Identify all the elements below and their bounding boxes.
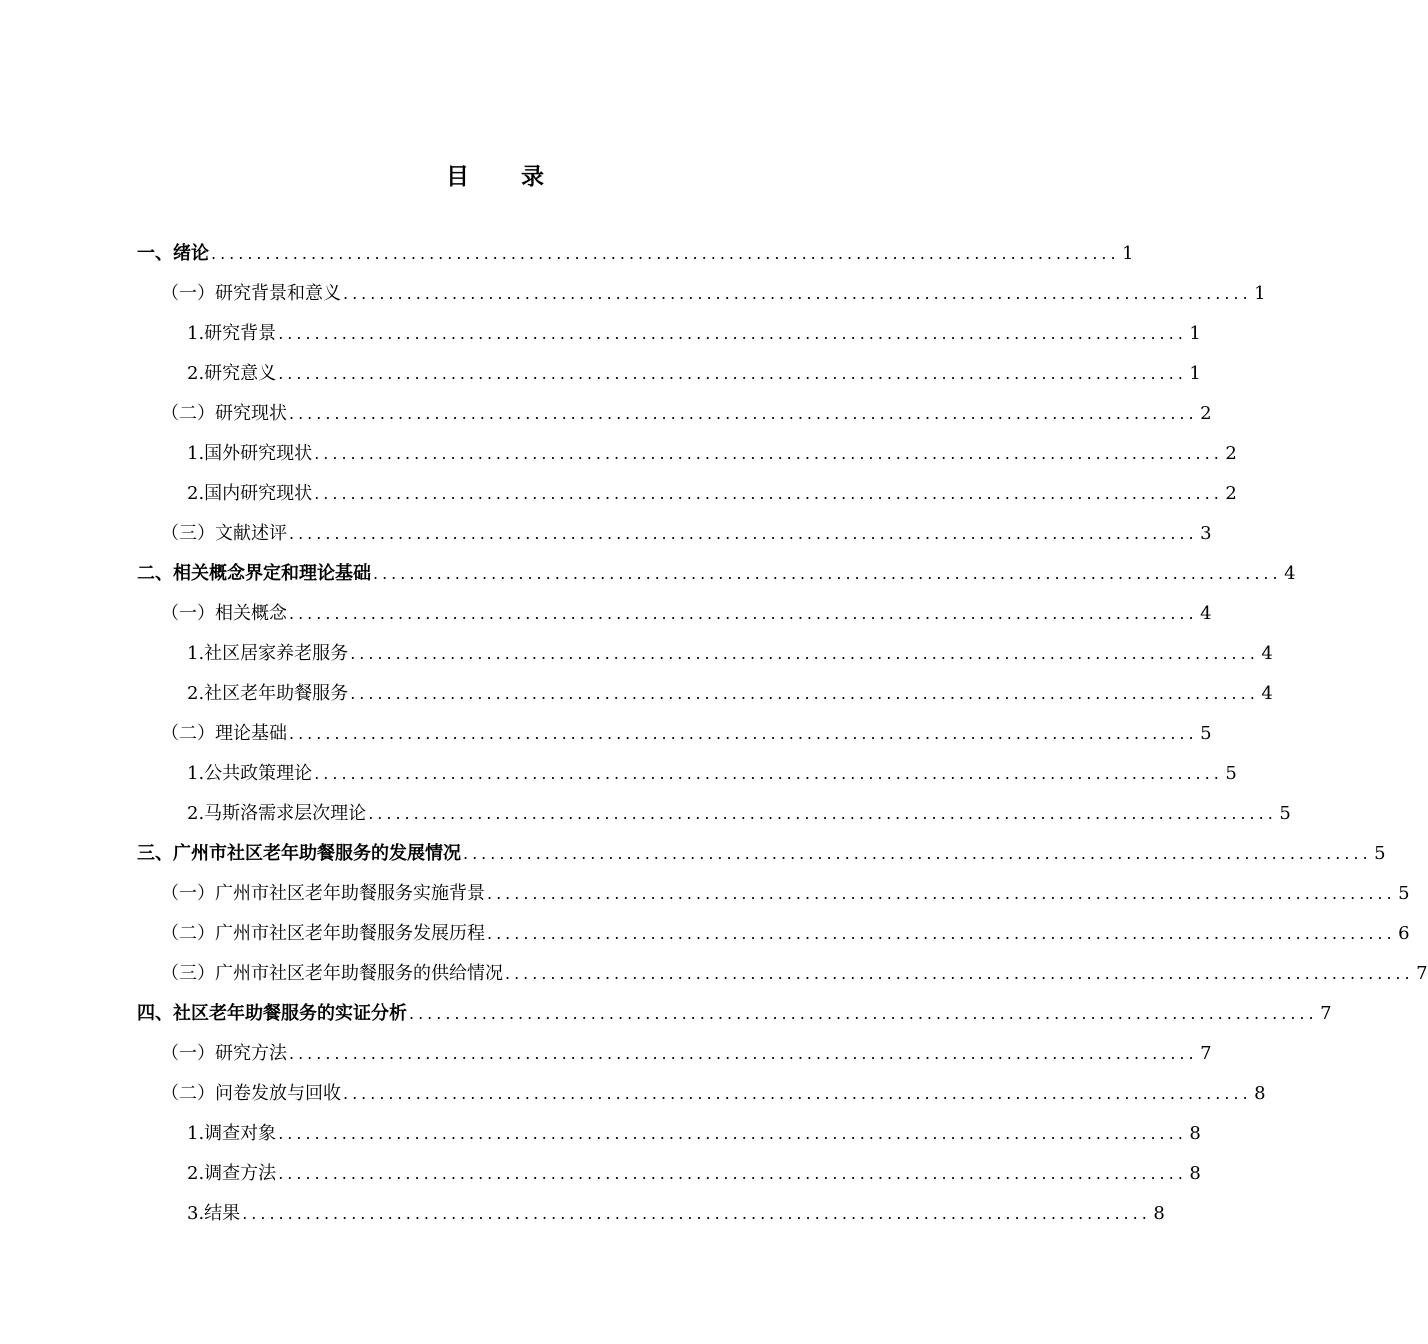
toc-page-number: 7 (1320, 1003, 1332, 1024)
toc-entry[interactable] (137, 1034, 1212, 1074)
toc-dot-leader: .................................................................................................... (343, 1084, 1252, 1103)
toc-dot-leader: .................................................................................................... (409, 1004, 1318, 1023)
toc-page-number: 2 (1225, 443, 1237, 464)
toc-page-number: 4 (1261, 683, 1273, 704)
toc-entry-label: 3.结果 (187, 1203, 241, 1224)
toc-page-number: 6 (1398, 923, 1410, 944)
toc-entry[interactable] (137, 674, 1273, 714)
toc-entry[interactable] (137, 954, 1428, 994)
toc-entry[interactable] (137, 314, 1201, 354)
toc-entry-label: （二）问卷发放与回收 (161, 1083, 341, 1104)
toc-entry-label: （一）研究方法 (161, 1043, 287, 1064)
toc-entry[interactable] (137, 394, 1212, 434)
toc-entry-label: （一）相关概念 (161, 603, 287, 624)
toc-dot-leader: .................................................................................................... (505, 964, 1414, 983)
toc-entry-label: （二）广州市社区老年助餐服务发展历程 (161, 923, 485, 944)
toc-entry[interactable] (137, 474, 1237, 514)
toc-page-number: 3 (1200, 523, 1212, 544)
toc-page-number: 5 (1200, 723, 1212, 744)
toc-page-number: 8 (1153, 1203, 1165, 1224)
toc-title (0, 158, 990, 191)
toc-title-char-2: 录 (521, 164, 544, 190)
toc-dot-leader: .................................................................................................... (242, 1204, 1151, 1223)
toc-entry[interactable] (137, 234, 1134, 274)
toc-page-number: 5 (1225, 763, 1237, 784)
toc-entry[interactable] (137, 834, 1386, 874)
toc-entry-label: 1.研究背景 (187, 323, 277, 344)
toc-entry-label: 一、绪论 (137, 243, 209, 264)
toc-page-number: 1 (1189, 363, 1201, 384)
toc-dot-leader: .................................................................................................... (289, 524, 1198, 543)
toc-dot-leader: .................................................................................................... (289, 404, 1198, 423)
toc-entry-label: （三）文献述评 (161, 523, 287, 544)
toc-page-number: 4 (1200, 603, 1212, 624)
toc-page-number: 1 (1122, 243, 1134, 264)
toc-entry[interactable] (137, 794, 1291, 834)
toc-dot-leader: .................................................................................................... (314, 484, 1223, 503)
toc-page-number: 8 (1189, 1163, 1201, 1184)
toc-page-number: 5 (1374, 843, 1386, 864)
toc-dot-leader: .................................................................................................... (278, 1164, 1187, 1183)
toc-entry-label: 2.研究意义 (187, 363, 277, 384)
toc-entry-label: 2.马斯洛需求层次理论 (187, 803, 367, 824)
toc-entry-label: （二）理论基础 (161, 723, 287, 744)
toc-dot-leader: .................................................................................................... (350, 644, 1259, 663)
toc-page-number: 1 (1189, 323, 1201, 344)
toc-dot-leader: .................................................................................................... (289, 604, 1198, 623)
toc-entry-label: （一）研究背景和意义 (161, 283, 341, 304)
toc-dot-leader: .................................................................................................... (314, 444, 1223, 463)
toc-dot-leader: .................................................................................................... (487, 924, 1396, 943)
toc-entry[interactable] (137, 754, 1237, 794)
toc-entry[interactable] (137, 434, 1237, 474)
toc-entry-label: （二）研究现状 (161, 403, 287, 424)
toc-page-number: 4 (1261, 643, 1273, 664)
toc-dot-leader: .................................................................................................... (289, 724, 1198, 743)
toc-entry[interactable] (137, 714, 1212, 754)
toc-entry-label: 2.社区老年助餐服务 (187, 683, 349, 704)
toc-entry[interactable] (137, 1194, 1165, 1234)
toc-page-number: 8 (1189, 1123, 1201, 1144)
toc-dot-leader: .................................................................................................... (314, 764, 1223, 783)
toc-entry-label: 三、广州市社区老年助餐服务的发展情况 (137, 843, 461, 864)
toc-page-number: 7 (1200, 1043, 1212, 1064)
toc-page-number: 5 (1398, 883, 1410, 904)
toc-dot-leader: .................................................................................................... (278, 324, 1187, 343)
toc-entry-label: 1.社区居家养老服务 (187, 643, 349, 664)
table-of-contents (137, 234, 1428, 1234)
toc-dot-leader: .................................................................................................... (373, 564, 1282, 583)
toc-entry-label: 2.国内研究现状 (187, 483, 313, 504)
toc-entry[interactable] (137, 554, 1296, 594)
toc-entry-label: 1.公共政策理论 (187, 763, 313, 784)
toc-entry[interactable] (137, 1074, 1266, 1114)
toc-entry[interactable] (137, 914, 1410, 954)
toc-entry-label: （一）广州市社区老年助餐服务实施背景 (161, 883, 485, 904)
toc-page-number: 7 (1416, 963, 1428, 984)
toc-dot-leader: .................................................................................................... (463, 844, 1372, 863)
toc-page-number: 5 (1279, 803, 1291, 824)
toc-entry-label: 二、相关概念界定和理论基础 (137, 563, 371, 584)
toc-page-number: 1 (1254, 283, 1266, 304)
toc-dot-leader: .................................................................................................... (278, 364, 1187, 383)
toc-entry[interactable] (137, 1114, 1201, 1154)
toc-page-number: 8 (1254, 1083, 1266, 1104)
toc-title-char-1: 目 (446, 164, 469, 190)
toc-entry[interactable] (137, 354, 1201, 394)
toc-dot-leader: .................................................................................................... (289, 1044, 1198, 1063)
toc-dot-leader: .................................................................................................... (211, 244, 1120, 263)
toc-entry[interactable] (137, 594, 1212, 634)
toc-entry-label: 1.调查对象 (187, 1123, 277, 1144)
toc-page-number: 2 (1225, 483, 1237, 504)
toc-entry[interactable] (137, 994, 1332, 1034)
toc-dot-leader: .................................................................................................... (278, 1124, 1187, 1143)
toc-page-number: 2 (1200, 403, 1212, 424)
toc-entry[interactable] (137, 1154, 1201, 1194)
toc-entry[interactable] (137, 514, 1212, 554)
toc-entry-label: 2.调查方法 (187, 1163, 277, 1184)
toc-entry[interactable] (137, 874, 1410, 914)
toc-dot-leader: .................................................................................................... (368, 804, 1277, 823)
toc-page-number: 4 (1284, 563, 1296, 584)
toc-entry-label: （三）广州市社区老年助餐服务的供给情况 (161, 963, 503, 984)
toc-dot-leader: .................................................................................................... (350, 684, 1259, 703)
toc-dot-leader: .................................................................................................... (487, 884, 1396, 903)
toc-entry[interactable] (137, 274, 1266, 314)
toc-entry-label: 1.国外研究现状 (187, 443, 313, 464)
toc-entry-label: 四、社区老年助餐服务的实证分析 (137, 1003, 407, 1024)
toc-entry[interactable] (137, 634, 1273, 674)
toc-dot-leader: .................................................................................................... (343, 284, 1252, 303)
